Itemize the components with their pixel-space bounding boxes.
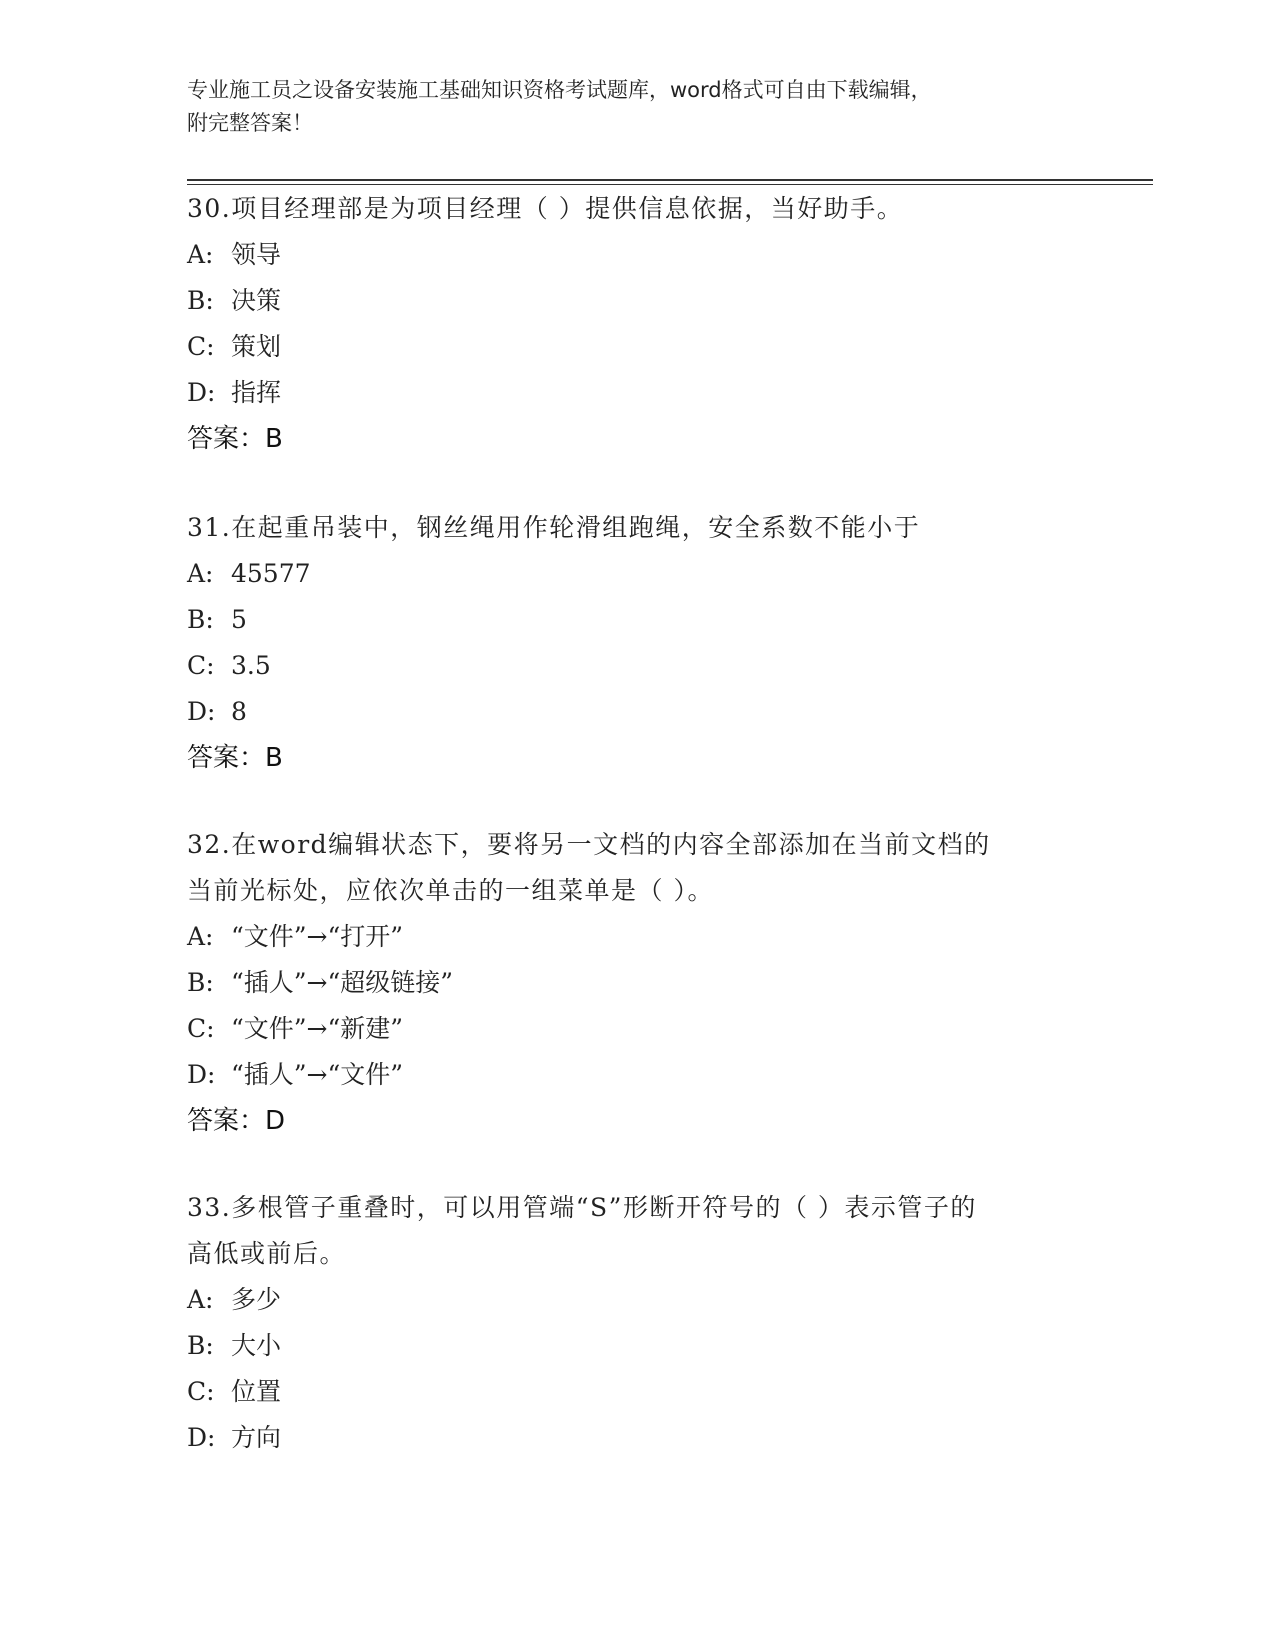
- option-letter: C:: [187, 332, 215, 361]
- option-text: “文件”→“打开”: [231, 922, 404, 951]
- stem-line: 32.在word编辑状态下，要将另一文档的内容全部添加在当前文档的: [187, 830, 991, 859]
- stem-line: 33.多根管子重叠时，可以用管端“S”形断开符号的（ ）表示管子的: [187, 1193, 977, 1222]
- option-b: [187, 597, 1087, 643]
- option-text: 大小: [231, 1331, 282, 1360]
- option-letter: A:: [187, 559, 214, 588]
- option-text: 方向: [231, 1423, 282, 1452]
- question-stem: [187, 186, 1087, 232]
- option-d: [187, 370, 1087, 416]
- option-text: 领导: [231, 240, 282, 269]
- question-stem: [187, 505, 1087, 551]
- question-31: [187, 505, 1087, 781]
- answer-label: 答案：B: [187, 743, 283, 773]
- option-text: “文件”→“新建”: [231, 1014, 404, 1043]
- option-text: 决策: [231, 286, 282, 315]
- option-letter: A:: [187, 240, 214, 269]
- option-d: [187, 1052, 1087, 1098]
- option-letter: D:: [187, 1060, 216, 1089]
- question-30: [187, 186, 1087, 462]
- option-text: “插人”→“文件”: [231, 1060, 404, 1089]
- option-letter: B:: [187, 286, 214, 315]
- option-text: 5: [231, 605, 247, 634]
- option-letter: C:: [187, 651, 215, 680]
- header-divider-bottom: [187, 184, 1153, 185]
- option-letter: B:: [187, 968, 214, 997]
- option-text: “插人”→“超级链接”: [231, 968, 454, 997]
- option-letter: D:: [187, 1423, 216, 1452]
- option-text: 8: [231, 697, 247, 726]
- document-header: [187, 74, 1087, 140]
- answer-label: 答案：D: [187, 1106, 286, 1136]
- option-letter: D:: [187, 697, 216, 726]
- header-line-1: 专业施工员之设备安装施工基础知识资格考试题库，word格式可自由下载编辑，: [187, 78, 932, 102]
- stem-line: 高低或前后。: [187, 1239, 347, 1268]
- header-line-2: 附完整答案！: [187, 111, 313, 135]
- option-text: 指挥: [231, 378, 282, 407]
- stem-line: 30.项目经理部是为项目经理（ ）提供信息依据，当好助手。: [187, 194, 904, 223]
- option-text: 位置: [231, 1377, 282, 1406]
- question-stem: [187, 822, 1087, 914]
- option-b: [187, 960, 1087, 1006]
- option-letter: B:: [187, 1331, 214, 1360]
- stem-line: 31.在起重吊装中，钢丝绳用作轮滑组跑绳，安全系数不能小于: [187, 513, 921, 542]
- option-a: [187, 232, 1087, 278]
- option-letter: B:: [187, 605, 214, 634]
- option-text: 策划: [231, 332, 282, 361]
- option-b: [187, 278, 1087, 324]
- option-letter: A:: [187, 922, 214, 951]
- option-text: 3.5: [231, 651, 271, 680]
- option-d: [187, 689, 1087, 735]
- header-divider-top: [187, 179, 1153, 181]
- option-text: 45577: [231, 559, 311, 588]
- option-a: [187, 1277, 1087, 1323]
- question-stem: [187, 1185, 1087, 1277]
- option-a: [187, 551, 1087, 597]
- answer-label: 答案：B: [187, 424, 283, 454]
- question-33: [187, 1185, 1087, 1461]
- option-text: 多少: [231, 1285, 282, 1314]
- option-letter: A:: [187, 1285, 214, 1314]
- option-letter: C:: [187, 1014, 215, 1043]
- option-c: [187, 1006, 1087, 1052]
- option-a: [187, 914, 1087, 960]
- option-letter: C:: [187, 1377, 215, 1406]
- question-32: [187, 822, 1087, 1144]
- stem-line: 当前光标处，应依次单击的一组菜单是（ ）。: [187, 876, 714, 905]
- option-d: [187, 1415, 1087, 1461]
- option-c: [187, 1369, 1087, 1415]
- option-b: [187, 1323, 1087, 1369]
- option-letter: D:: [187, 378, 216, 407]
- option-c: [187, 324, 1087, 370]
- option-c: [187, 643, 1087, 689]
